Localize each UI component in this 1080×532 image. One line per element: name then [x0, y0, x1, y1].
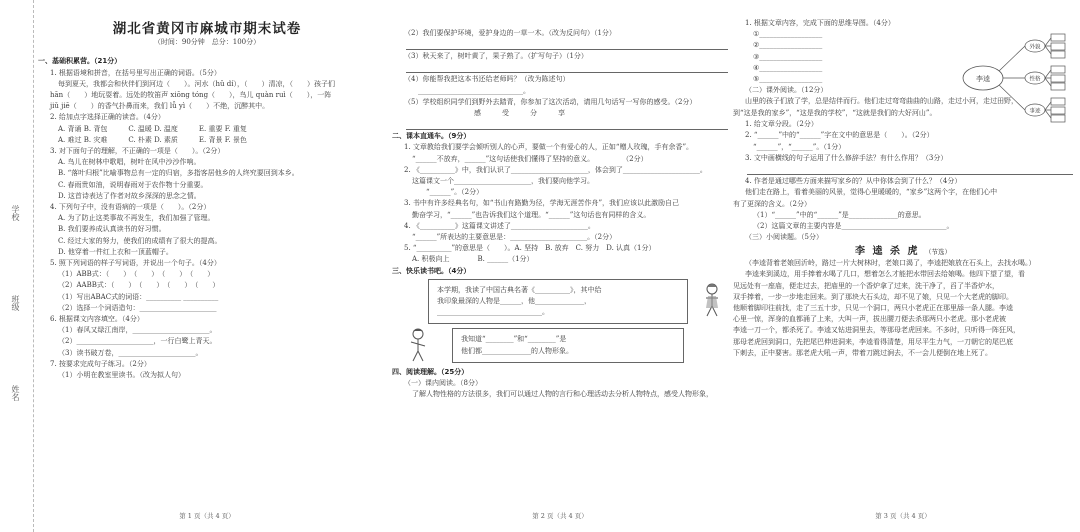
question-line: 5. 照下列词语的样子写词语，并说出一个句子。（4分） — [50, 259, 221, 268]
mind-map-diagram — [955, 28, 1075, 128]
question-line: （2）选择一个词语造句：______________________ — [58, 303, 217, 312]
section-heading: 四、阅读理解。（25分） — [392, 367, 469, 376]
essay-line: 见远处有一座庙，便走过去，把庙里的一个香炉拿了过来，洗干净了，舀了半香炉水， — [733, 281, 999, 290]
question-line: （1）春风又绿江南岸，______________________。 — [58, 326, 217, 335]
box-line: 他们都______________的人物形象。 — [461, 346, 573, 355]
section-heading: 二、课本直通车。（9分） — [392, 132, 471, 141]
exam-title: 湖北省黄冈市麻城市期末试卷 — [112, 21, 302, 37]
question-line: A. 积极向上 B. ______（1分） — [412, 255, 534, 264]
question-line: （三）小阅读题。（5分） — [745, 233, 823, 242]
question-line: 4. 下列句子中，没有语病的一项是（ ）。（2分） — [50, 203, 211, 212]
question-line: 6. 根据课文内容填空。（4分） — [50, 315, 144, 324]
question-line: 感 受 分 享 — [404, 109, 565, 118]
question-line: C. 经过大家的努力，使我们的成绩有了很大的提高。 — [58, 236, 222, 245]
question-line: A. 为了防止这类事故不再发生，我们加强了管理。 — [58, 214, 215, 223]
answer-line[interactable] — [747, 165, 1073, 175]
question-line: 1. 文章教给我们要学会倾听别人的心声，要做一个有爱心的人，正如“赠人玫瑰，手有余香”。 — [404, 143, 694, 152]
essay-title: 李 逵 杀 虎 （节选） — [855, 245, 951, 257]
essay-line: 心里一惊，浑身的血都涌了上来，大叫一声，拔出腰刀便去杀那两只小老虎。那小老虎被 — [733, 315, 1006, 324]
essay-line: 李逵来到溪边，用手捧着水喝了几口，想着怎么才能把水带回去给娘喝。他四下望了望，看 — [745, 270, 1025, 279]
question-line: （2）这篇文章的主要内容是______________________________。 — [753, 222, 954, 231]
question-line: （1）“______”中的“______”是______________的意思。 — [753, 211, 926, 220]
reading-box-1 — [428, 279, 688, 325]
binding-label: 姓名 — [11, 385, 20, 401]
question-line: 2. 《__________》中，我们认识了______________________，体会到了______________________。 — [404, 165, 707, 174]
mindmap-node: 外貌 — [1029, 44, 1041, 51]
question-line: （1）ABB式：（ ） （ ） （ ） （ ） — [58, 270, 215, 279]
question-line: C. 春雨贵如油，说明春雨对于农作物十分重要。 — [58, 180, 208, 189]
question-line: 勤奋学习，“______”也告诉我们这个道理。“______”这句话也有同样的含义。 — [412, 210, 651, 219]
exam-subtitle: （时间：90分钟 总分：100分） — [153, 38, 261, 47]
question-line: 每到夏天，我都会和伙伴们到河边（ ）。河水（hǔ dí），（ ）清凉，（ ）孩子们 — [58, 79, 335, 88]
box-line: 我知道“________”和“________”是 — [461, 335, 567, 344]
question-line: ______________________________。 — [404, 86, 530, 95]
reading-box-2 — [452, 328, 684, 362]
question-line: jiǔ jiē（ ）的香气扑鼻而来，我们 lǚ yì（ ）不绝，沉醉其中。 — [50, 102, 270, 111]
question-line: 1. 根据文章内容，完成下面的思维导图。（4分） — [745, 19, 895, 27]
page-column-2 — [392, 0, 728, 532]
question-line: 7. 按要求完成句子练习。（2分） — [50, 359, 151, 368]
girl-illustration-icon — [701, 282, 723, 318]
question-line: 3. 书中有许多经典名句，如“书山有路勤为径，学海无涯苦作舟”，我们应该以此激励自己 — [404, 199, 680, 208]
binding-label: 班级 — [11, 295, 20, 311]
question-line: 山里的孩子们放了学，总是结伴而行。他们走过弯弯曲曲的山路，走过小河，走过田野， — [745, 97, 1018, 106]
essay-line: 双手捧着，一步一步地走回来。到了那块大石头边，却不见了娘，只见一个大老虎的脚印。 — [733, 292, 1013, 301]
question-line: “______不放弃，______”这句话使我们懂得了坚持的意义。 （2分） — [412, 154, 648, 163]
question-line: ④__________________ — [753, 63, 823, 72]
question-line: 了解人物性格的方法很多，我们可以通过人物的言行和心理活动去分析人物特点，感受人物形象， — [412, 390, 713, 399]
question-line: （二）课外阅读。（12分） — [745, 86, 828, 95]
box-line: ______________________________。 — [437, 308, 549, 317]
answer-line[interactable] — [406, 120, 728, 130]
question-line: （4）你能帮我把这本书还给老师吗？（改为陈述句） — [404, 75, 570, 84]
binding-label: 学校 — [11, 205, 20, 221]
essay-line: 他顺着脚印往前找，走了三五十步，只见一个洞口，两只小老虎正在那里舔一条人腿。李逵 — [733, 304, 1013, 313]
binding-margin — [0, 0, 34, 532]
question-line: 到“这是我的家乡”，“这是我的学校”，“这就是我们的大好河山”。 — [733, 109, 937, 118]
box-line: 我印象最深的人物是______，他______________， — [437, 297, 591, 306]
boy-illustration-icon — [407, 327, 429, 363]
question-line: “______”，“______”。（1分） — [753, 142, 846, 151]
question-line: 3. 对下面句子的理解，不正确的一项是（ ）。（2分） — [50, 147, 225, 156]
question-line: 3. 文中画横线的句子运用了什么修辞手法？有什么作用？（3分） — [745, 153, 948, 162]
question-line: “______”所表达的主要意思是：______________________。（2分） — [412, 233, 617, 242]
mindmap-center: 李逵 — [976, 75, 990, 83]
question-line: 他们走在路上，看着美丽的风景，觉得心里暖暖的，“家乡”这两个字，在他们心中 — [745, 188, 998, 197]
question-line: 1. 给文章分段。（2分） — [745, 120, 818, 129]
question-line: 2. 给加点字选择正确的读音。（4分） — [50, 113, 165, 122]
question-line: D. 这首诗表达了作者对故乡深深的思念之情。 — [58, 191, 201, 200]
question-line: 4. 作者是通过哪些方面来描写家乡的？从中你体会到了什么？（4分） — [745, 177, 962, 186]
question-line: hān（ ）地玩耍着。远处的牧笛声 xiōng tóng（ ），鸟儿 quàn ruì（ ），一阵 — [50, 91, 332, 100]
page-column-1 — [38, 0, 376, 532]
question-list — [392, 28, 728, 277]
question-list — [38, 56, 376, 381]
essay-line: 下刺去，正中要害。那老虎大吼一声，带着刀跳过涧去，不一会儿便倒在地上死了。 — [733, 348, 992, 357]
question-line: A. 鸟儿在树林中歌唱，树叶在风中沙沙作响。 — [58, 158, 201, 167]
question-line: B. 我们要养成认真读书的好习惯。 — [58, 225, 166, 234]
mindmap-node: 事迹 — [1029, 108, 1041, 115]
page-column-3 — [733, 0, 1073, 532]
question-line: B. “落叶归根”比喻事物总有一定的归宿，多指客居他乡的人终究要回到本乡。 — [58, 169, 299, 178]
question-line: （2）我们要保护环境，爱护身边的一草一木。（改为反问句）（1分） — [404, 29, 616, 37]
section-heading: 一、基础积累营。（21分） — [38, 57, 122, 66]
question-line: （5）学校组织同学们到野外去踏青，你参加了这次活动，请用几句话写一写你的感受。（2分） — [404, 97, 697, 106]
question-line: ③__________________ — [753, 52, 823, 61]
question-line: ②__________________ — [753, 41, 823, 50]
essay-line: 那母老虎回到洞口，先把尾巴伸进洞来，李逵看得清楚，用尽平生力气，一刀朝它的尾巴底 — [733, 337, 1013, 346]
question-line: （2）AABB式：（ ） （ ） （ ） （ ） — [58, 281, 220, 290]
box-line: 本学期，我读了中国古典名著《__________》，其中给 — [437, 285, 602, 294]
page-footer: 第 2 页（共 4 页） — [532, 511, 588, 520]
question-line: 这篇课文一个______________________，我们要向他学习。 — [412, 177, 594, 186]
question-line: （1）小明在教室里读书。（改为拟人句） — [58, 371, 185, 380]
question-line: A. 难过 B. 灾难 C. 朴素 D. 素质 E. 背景 F. 景色 — [58, 135, 247, 144]
essay-body — [733, 258, 1073, 359]
section-heading: 三、快乐读书吧。（4分） — [392, 266, 471, 275]
essay-line: （李逵背着老娘回沂岭，路过一片大树林时，老娘口渴了，李逵把娘放在石头上，去找水喝。） — [745, 258, 1036, 267]
question-line: 2. “______”中的“______”字在文中的意思是（ ）。（2分） — [745, 131, 934, 140]
question-line: 4. 《__________》这篇课文讲述了______________________。 — [404, 221, 595, 230]
question-line: （2）______________________，一行白鹭上青天。 — [58, 337, 217, 346]
question-line: （3）秋天来了，树叶黄了，果子熟了。（扩写句子）（1分） — [404, 52, 588, 61]
question-line: 1. 根据语境和拼音，在括号里写出正确的词语。（5分） — [50, 68, 221, 77]
mindmap-node: 性格 — [1029, 76, 1041, 83]
essay-line: 李逵一刀一个，都杀死了。李逵又钻进洞里去，等那母老虎回来。不多时，只听得一阵狂风， — [733, 326, 1020, 335]
page-footer: 第 3 页（共 4 页） — [875, 511, 931, 520]
question-line: A. 背诵 B. 背包 C. 温暖 D. 温度 E. 重要 F. 重复 — [58, 124, 247, 133]
answer-line[interactable] — [406, 63, 728, 73]
question-line: ⑤__________________ — [753, 75, 823, 84]
question-line: （3）读书破万卷，______________________。 — [58, 348, 203, 357]
question-line: 5. “__________”的意思是（ ）。A. 坚持 B. 放弃 C. 努力 D. 认真（1分） — [404, 244, 656, 253]
question-line: “______”。（2分） — [412, 188, 484, 197]
question-line: D. 他穿着一件红上衣和一顶蓝帽子。 — [58, 247, 173, 256]
page-footer: 第 1 页（共 4 页） — [179, 511, 235, 520]
question-line: 有了更深的含义。（2分） — [733, 199, 811, 208]
question-line: （1）写出ABAC式的词语：__________ __________ — [58, 292, 219, 301]
question-line: ①__________________ — [753, 30, 823, 39]
question-list — [392, 367, 728, 401]
question-line: （一）课内阅读。（8分） — [404, 379, 482, 388]
answer-line[interactable] — [406, 40, 728, 50]
